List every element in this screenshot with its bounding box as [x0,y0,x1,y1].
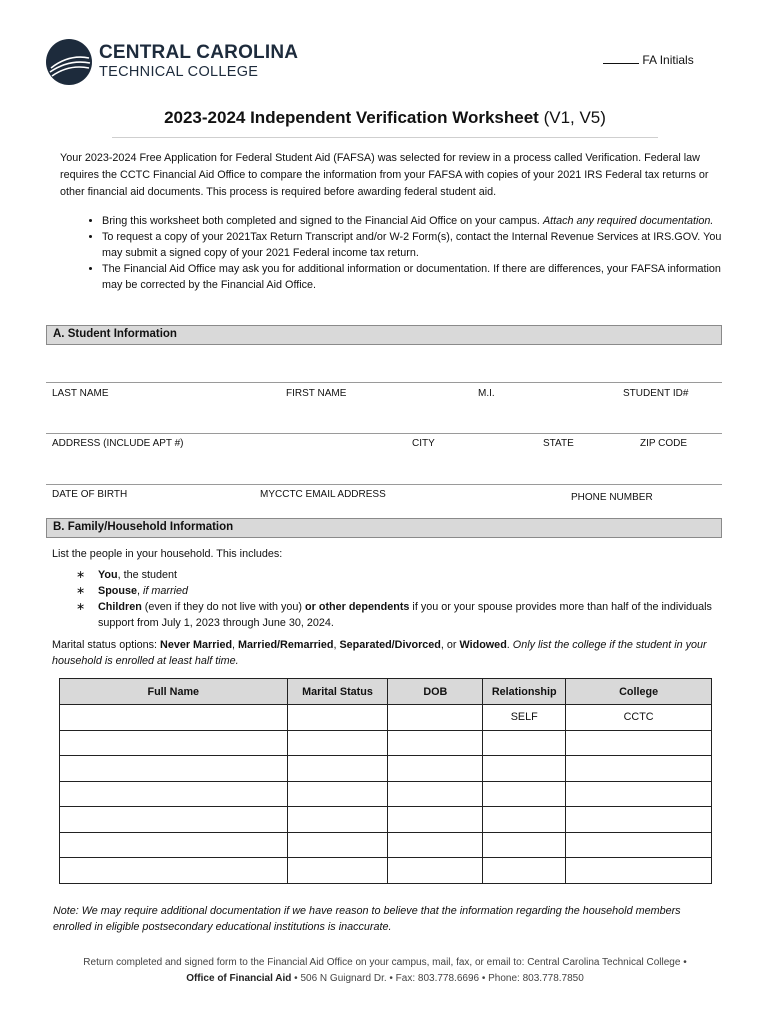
table-cell[interactable] [388,756,483,782]
phone-label: PHONE NUMBER [571,492,653,503]
marital-status-options: Marital status options: Never Married, Married/Remarried, Separated/Divorced, or Widowed. Only list the college if the student in your household is enrolled at least half time. [52,639,707,667]
fa-initials [603,52,694,67]
household-lead: List the people in your household. This includes: [52,548,283,560]
zip-label: ZIP CODE [640,438,688,449]
first-name-label: FIRST NAME [286,388,347,399]
title-main: 2023-2024 Independent Verification Worksheet [164,108,539,127]
table-cell[interactable] [483,781,566,807]
row-divider [46,382,722,383]
row-divider [46,433,722,434]
instructions-list [60,213,742,293]
col-marital-status: Marital Status [287,679,388,705]
fa-initials-label: FA Initials [642,53,694,67]
page-title [0,108,770,128]
table-row [60,730,712,756]
table-cell[interactable] [566,756,712,782]
table-row [60,858,712,884]
note-text: Note: We may require additional documentation if we have reason to believe that the information regarding the household members enrolled in eligible postsecondary educational institutions is inaccurate. [53,905,681,933]
table-row [60,832,712,858]
table-row [60,807,712,833]
instruction-item: • The Financial Aid Office may ask you for additional information or documentation. If there are differences, your FAFSA information may be corrected by the Financial Aid Office. [102,261,742,293]
col-dob: DOB [388,679,483,705]
table-cell[interactable] [60,705,288,731]
logo-name-line1: CENTRAL CAROLINA [99,42,299,63]
table-cell[interactable] [388,858,483,884]
table-cell[interactable] [388,730,483,756]
table-cell[interactable] [60,832,288,858]
table-cell[interactable] [287,807,388,833]
table-cell[interactable] [483,807,566,833]
instruction-item: • Bring this worksheet both completed and signed to the Financial Aid Office on your campus. Attach any required documentation. [102,213,742,229]
table-cell[interactable] [566,781,712,807]
state-label: STATE [543,438,574,449]
title-version: (V1, V5) [543,108,606,127]
intro-paragraph: Your 2023-2024 Free Application for Federal Student Aid (FAFSA) was selected for review in a process called Verification. Federal law requires the CCTC Financial Aid Office to compare the information from your FAFSA with copies of your 2021 IRS Federal tax returns or other financial aid documents. This process is required before awarding federal student aid. [60,152,709,198]
mi-label: M.I. [478,388,495,399]
instruction-item: • To request a copy of your 2021Tax Return Transcript and/or W-2 Form(s), contact the Internal Revenue Services at IRS.GOV. You may submit a signed copy of your 2021 Federal income tax return. [102,229,742,261]
table-cell[interactable] [388,807,483,833]
college-logo-icon [45,38,93,86]
table-cell[interactable] [388,781,483,807]
table-cell[interactable] [60,781,288,807]
table-header-row [60,679,712,705]
table-cell[interactable] [60,807,288,833]
address-label: ADDRESS (INCLUDE APT #) [52,438,184,449]
footer [0,955,770,987]
table-row [60,781,712,807]
col-full-name: Full Name [60,679,288,705]
col-relationship: Relationship [483,679,566,705]
table-cell[interactable] [483,756,566,782]
table-cell[interactable] [566,730,712,756]
table-cell[interactable] [60,730,288,756]
table-cell[interactable] [287,832,388,858]
table-cell[interactable] [60,858,288,884]
section-b-header: B. Family/Household Information [46,518,722,538]
household-item-spouse: ∗ Spouse, if married [98,583,748,599]
footer-line2: Office of Financial Aid • 506 N Guignard Dr. • Fax: 803.778.6696 • Phone: 803.778.7850 [186,973,584,984]
table-cell[interactable] [60,756,288,782]
table-cell[interactable] [287,730,388,756]
table-cell: SELF [483,705,566,731]
table-cell[interactable] [287,756,388,782]
table-cell[interactable] [388,832,483,858]
dob-label: DATE OF BIRTH [52,489,128,500]
section-a-header: A. Student Information [46,325,722,345]
last-name-label: LAST NAME [52,388,109,399]
table-cell[interactable] [287,705,388,731]
household-list [60,567,748,631]
table-cell[interactable] [566,807,712,833]
col-college: College [566,679,712,705]
household-table [59,678,712,884]
table-cell[interactable] [483,730,566,756]
table-cell[interactable] [483,858,566,884]
fa-initials-blank[interactable] [603,52,639,64]
student-id-label: STUDENT ID# [623,388,689,399]
table-cell: CCTC [566,705,712,731]
table-cell[interactable] [566,832,712,858]
row-divider [46,484,722,485]
table-cell[interactable] [287,781,388,807]
email-label: MYCCTC EMAIL ADDRESS [260,489,386,500]
table-row [60,705,712,731]
logo-name-line2: TECHNICAL COLLEGE [99,64,259,80]
table-cell[interactable] [388,705,483,731]
title-divider [112,137,658,138]
table-row [60,756,712,782]
city-label: CITY [412,438,435,449]
table-cell[interactable] [566,858,712,884]
footer-line1: Return completed and signed form to the Financial Aid Office on your campus, mail, fax, or email to: Central Carolina Technical College • [83,957,687,968]
table-cell[interactable] [483,832,566,858]
table-cell[interactable] [287,858,388,884]
household-item-you: ∗ You, the student [98,567,748,583]
footer-office: Office of Financial Aid [186,973,292,984]
household-item-children: ∗ Children (even if they do not live with you) or other dependents if you or your spouse provides more than half of the individuals support from July 1, 2023 through June 30, 2024. [98,599,748,631]
